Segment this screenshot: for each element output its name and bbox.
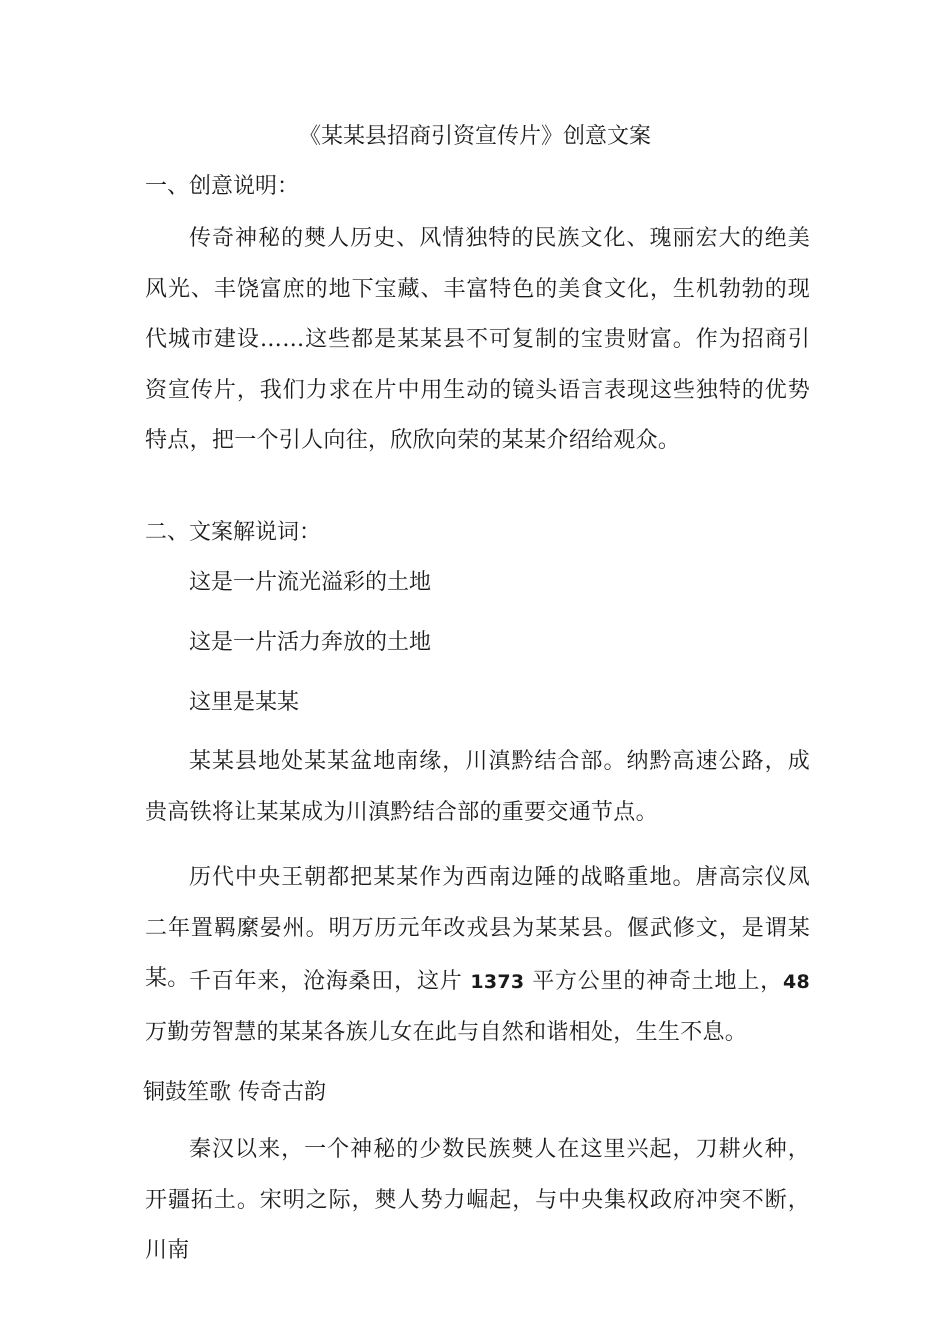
section-heading-creative-description: 一、创意说明： xyxy=(145,174,300,199)
paragraph-creative-description: 传奇神秘的僰人历史、风情独特的民族文化、瑰丽宏大的绝美风光、丰饶富庶的地下宝藏、丰富特色的美食文化，生机勃勃的现代城市建设……这些都是某某县不可复制的宝贵财富。作为招商引资宣传片，我们力求在片中用生动的镜头语言表现这些独特的优势特点，把一个引人向往，欣欣向荣的某某介绍给观众。 xyxy=(145,226,810,453)
paragraph-bo-people: 秦汉以来，一个神秘的少数民族僰人在这里兴起，刀耕火种，开疆拓土。宋明之际，僰人势力崛起，与中央集权政府冲突不断，川南 xyxy=(145,1137,810,1263)
paragraph-land-text-1: 千百年来，沧海桑田，这片 xyxy=(189,969,471,994)
document-title: 《某某县招商引资宣传片》创意文案 xyxy=(298,124,651,149)
paragraph-history: 历代中央王朝都把某某作为西南边陲的战略重地。唐高宗仪凤二年置羁縻晏州。明万历元年改戎县为某某县。偃武修文，是谓某某。 xyxy=(145,865,810,991)
narration-line-2: 这是一片活力奔放的土地 xyxy=(189,630,432,655)
paragraph-land-text-3: 万勤劳智慧的某某各族儿女在此与自然和谐相处，生生不息。 xyxy=(145,1019,748,1045)
area-value: 1373 xyxy=(470,971,525,993)
section-heading-narration-script: 二、文案解说词： xyxy=(145,520,322,545)
population-value: 48 xyxy=(782,971,810,993)
subheading-bronze-drum: 铜鼓笙歌 传奇古韵 xyxy=(143,1080,326,1105)
paragraph-land-text-2: 平方公里的神奇土地上， xyxy=(524,969,783,994)
paragraph-land xyxy=(145,957,810,1058)
narration-line-3: 这里是某某 xyxy=(189,690,300,715)
narration-line-1: 这是一片流光溢彩的土地 xyxy=(189,570,432,595)
paragraph-location: 某某县地处某某盆地南缘，川滇黔结合部。纳黔高速公路，成贵高铁将让某某成为川滇黔结合部的重要交通节点。 xyxy=(145,749,810,825)
